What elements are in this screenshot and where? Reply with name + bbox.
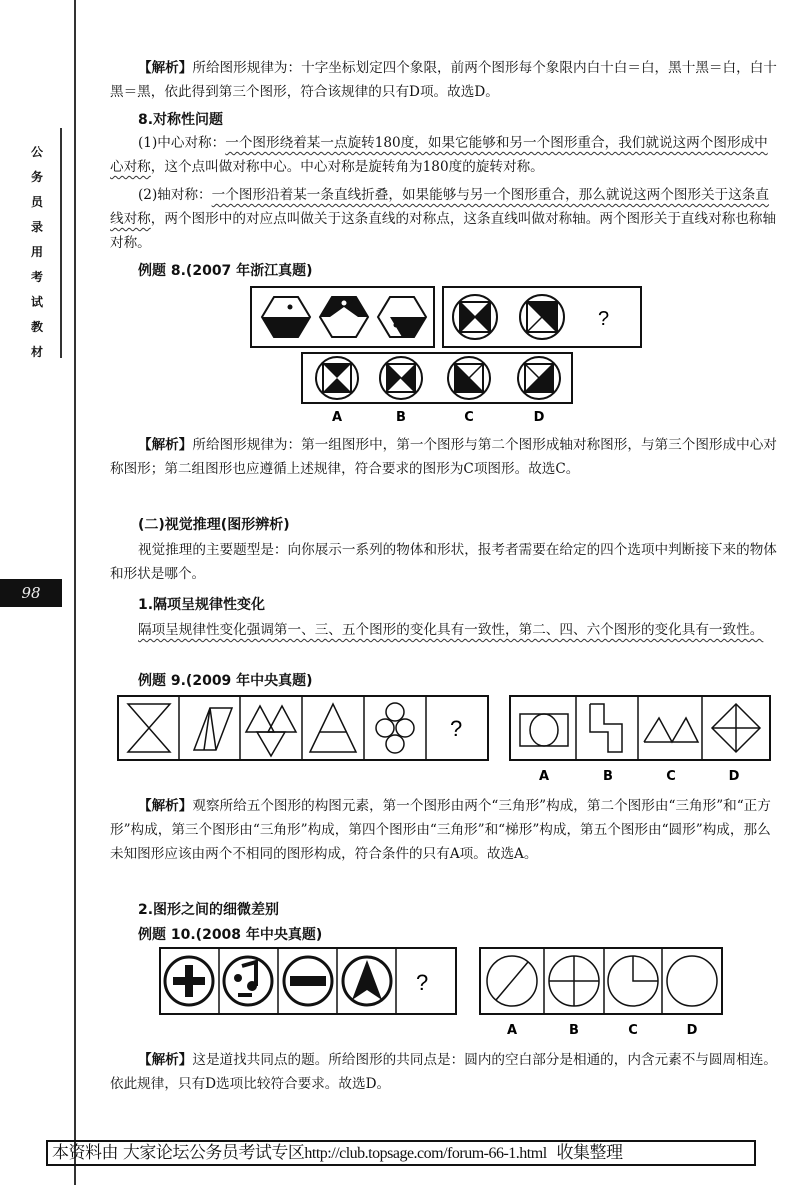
section-difference-heading: 2.图形之间的细微差别 xyxy=(138,902,280,918)
side-rule xyxy=(60,128,62,358)
analysis-paragraph-ex10: 【解析】这是道找共同点的题。所给图形的共同点是：圆内的空白部分是相通的，内含元素不与圆周相连。依此规律，只有D选项比较符合要求。故选D。 xyxy=(110,1052,777,1092)
example-10-label-b: B xyxy=(569,1023,579,1038)
circle-cross-figure-2 xyxy=(520,295,564,339)
section-symmetry-heading: 8.对称性问题 xyxy=(138,112,224,128)
analysis-paragraph-ex9: 【解析】观察所给五个图形的构图元素，第一个图形由两个“三角形”构成，第二个图形由“三角形”和“正方形”构成，第三个图形由“三角形”构成，第四个图形由“三角形”和“梯形”构成，第五个图形由“圆形”构成，那么未知图形应该由两个不相同的图形构成，符合条件的只有A项。故选A。 xyxy=(110,798,771,862)
source-footer xyxy=(46,1140,756,1166)
visual-reasoning-paragraph: 视觉推理的主要题型是：向你展示一系列的物体和形状，报考者需要在给定的四个选项中判断接下来的物体和形状是哪个。 xyxy=(110,542,777,582)
example-8-label-c: C xyxy=(464,410,474,425)
section-visual-heading: (二)视觉推理(图形辨析) xyxy=(138,517,290,533)
example-9-question-mark: ? xyxy=(450,716,463,741)
option-a-figure xyxy=(316,357,358,399)
section-alternate-heading: 1.隔项呈规律性变化 xyxy=(138,597,266,613)
example-9-title: 例题 9.(2009 年中央真题) xyxy=(138,673,313,689)
option-b-figure xyxy=(549,956,599,1006)
example-10-title: 例题 10.(2008 年中央真题) xyxy=(138,927,323,943)
plus-circle-figure xyxy=(165,957,213,1005)
option-d-figure xyxy=(518,357,560,399)
triangle-square-figure xyxy=(194,708,232,750)
triple-triangle-figure xyxy=(246,706,296,756)
example-9-label-d: D xyxy=(728,769,740,784)
analysis-paragraph-1: 【解析】所给图形规律为：十字坐标划定四个象限，前两个图形每个象限内白十白＝白，黑十黑＝白，白十黑＝黑，依此得到第三个图形，符合该规律的只有D项。故选D。 xyxy=(110,60,777,100)
option-a-figure xyxy=(487,956,537,1006)
example-8-figure xyxy=(250,285,650,425)
example-9-label-c: C xyxy=(666,769,676,784)
arrowhead-circle-figure xyxy=(343,957,391,1005)
example-9-label-b: B xyxy=(603,769,613,784)
example-8-label-b: B xyxy=(396,410,406,425)
option-d-figure xyxy=(712,704,760,752)
example-8-label-a: A xyxy=(331,410,343,425)
footer-url[interactable]: http://club.topsage.com/forum-66-1.html xyxy=(304,1145,547,1162)
hexagon-figure-2 xyxy=(320,297,368,337)
example-10-question-mark: ? xyxy=(416,970,429,995)
four-circles-figure xyxy=(376,703,414,753)
option-c-figure xyxy=(608,956,658,1006)
option-c-figure xyxy=(448,357,490,399)
option-b-figure xyxy=(590,704,622,752)
hexagon-figure-1 xyxy=(262,297,310,337)
example-10-options-frame xyxy=(480,948,722,1014)
music-note-circle-figure xyxy=(224,957,272,1005)
analysis-paragraph-ex8: 【解析】所给图形规律为：第一组图形中，第一个图形与第二个图形成轴对称图形，与第三个图形成中心对称图形；第二组图形也应遵循上述规律，符合要求的图形为C项图形。故选C。 xyxy=(110,437,777,477)
triangle-trapezoid-figure xyxy=(310,704,356,752)
example-10-figure xyxy=(158,946,728,1038)
alternate-pattern-paragraph: 隔项呈规律性变化强调第一、三、五个图形的变化具有一致性，第二、四、六个图形的变化具有一致性。 xyxy=(138,622,764,638)
example-8-title: 例题 8.(2007 年浙江真题) xyxy=(138,263,313,279)
example-9-label-a: A xyxy=(538,769,550,784)
side-book-title: 公 务 员 录 用 考 试 教 材 xyxy=(30,145,43,359)
minus-circle-figure xyxy=(284,957,332,1005)
margin-rule xyxy=(74,0,76,1185)
hexagon-figure-3 xyxy=(378,297,426,337)
option-a-figure xyxy=(520,714,568,746)
example-9-figure xyxy=(116,694,772,786)
example-8-label-d: D xyxy=(533,410,545,425)
axial-symmetry-paragraph: (2)轴对称：一个图形沿着某一条直线折叠，如果能够与另一个图形重合，那么就说这两个图形关于这条直线对称，两个图形中的对应点叫做关于这条直线的对称点，这条直线叫做对称轴。两个图形关于直线对称也称轴对称。 xyxy=(110,187,777,251)
example-10-label-a: A xyxy=(506,1023,518,1038)
option-d-figure xyxy=(667,956,717,1006)
footer-suffix: 收集整理 xyxy=(556,1143,623,1163)
option-b-figure xyxy=(380,357,422,399)
page-number: 98 xyxy=(0,579,62,607)
central-symmetry-paragraph: (1)中心对称：一个图形绕着某一点旋转180度，如果它能够和另一个图形重合，我们就说这两个图形成中心对称，这个点叫做对称中心。中心对称是旋转角为180度的旋转对称。 xyxy=(110,135,768,175)
example-8-question-mark: ? xyxy=(598,308,610,330)
example-10-label-d: D xyxy=(686,1023,698,1038)
option-c-figure xyxy=(644,718,698,742)
example-9-question-frame xyxy=(118,696,488,760)
example-10-label-c: C xyxy=(628,1023,638,1038)
hourglass-figure xyxy=(128,704,170,752)
footer-prefix: 本资料由 大家论坛公务员考试专区 xyxy=(52,1143,305,1163)
circle-cross-figure-1 xyxy=(453,295,497,339)
